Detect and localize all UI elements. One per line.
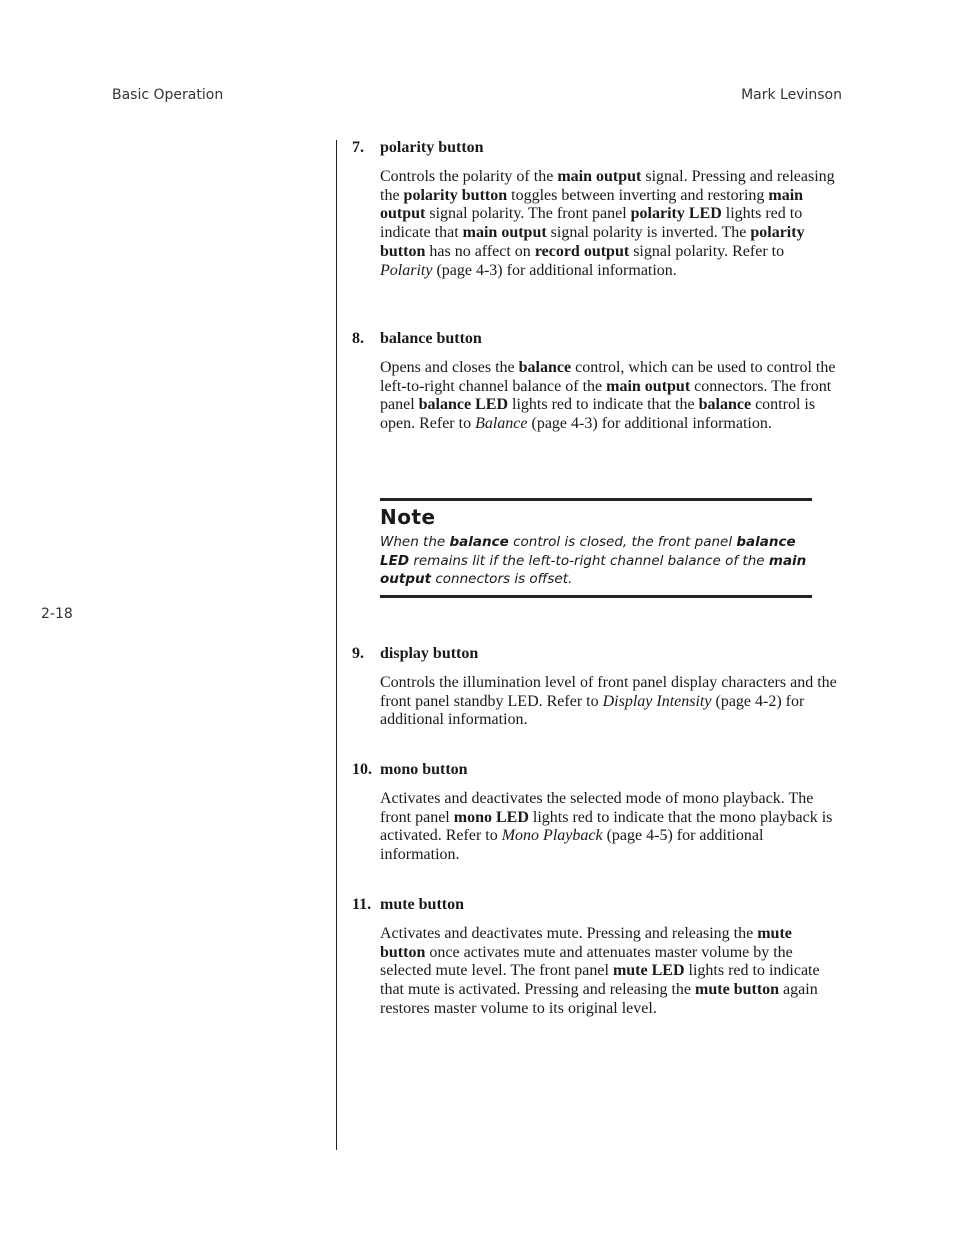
item-polarity-button [352, 138, 840, 280]
page-header-left: Basic Operation [112, 87, 224, 103]
text-run: again restores master volume to its original level. [380, 981, 818, 1017]
text-run: Activates and deactivates the selected mode of mono playback. The front panel [380, 790, 814, 826]
note-title: Note [380, 505, 436, 529]
item-display-button [352, 644, 840, 730]
item-body [380, 359, 840, 434]
text-run: signal polarity is inverted. The [546, 224, 751, 242]
text-run: connectors. The front panel [380, 377, 832, 414]
text-run: Opens and closes the [380, 359, 519, 376]
note-box [380, 498, 812, 598]
text-run: lights red to indicate that the [508, 396, 699, 414]
text-run: Controls the illumination level of front panel display characters and the front panel standby LED. Refer to [380, 674, 837, 710]
item-title-text: display button [380, 645, 479, 662]
bold-term: main output [380, 186, 804, 223]
bold-term: polarity button [380, 224, 805, 260]
cross-reference: Display Intensity [602, 692, 712, 710]
bold-term: balance LED [380, 534, 796, 569]
bold-term: polarity button [403, 186, 508, 204]
text-run: lights red to indicate that [380, 205, 803, 242]
bold-term: main output [462, 224, 547, 242]
item-balance-button [352, 329, 840, 434]
bold-term: balance [698, 396, 752, 414]
text-run: control is open. Refer to [380, 396, 816, 433]
cross-reference: Polarity [380, 261, 433, 279]
text-run: remains lit if the left-to-right channel balance of the [409, 552, 769, 569]
text-run: control is closed, the front panel [508, 534, 737, 550]
bold-term: balance [449, 534, 509, 550]
text-run: (page 4-5) for additional information. [380, 827, 764, 864]
item-title [352, 138, 840, 158]
item-title [352, 644, 840, 664]
bold-term: polarity LED [630, 205, 722, 223]
page-header-right: Mark Levinson [741, 87, 842, 103]
bold-term: main output [557, 168, 642, 185]
text-run: Controls the polarity of the [380, 168, 558, 185]
item-number: 11. [352, 896, 372, 913]
page-number: 2-18 [41, 606, 73, 622]
text-run: control, which can be used to control the left-to-right channel balance of the [380, 359, 836, 395]
cross-reference: Mono Playback [501, 827, 603, 845]
text-run: lights red to indicate that mute is activated. Pressing and releasing the [380, 962, 820, 999]
bold-term: balance [518, 359, 572, 376]
item-number: 10. [352, 761, 372, 778]
item-number: 7. [352, 139, 364, 156]
item-title-text: mono button [380, 761, 468, 778]
item-body [380, 790, 840, 865]
text-run: lights red to indicate that the mono playback is activated. Refer to [380, 808, 833, 845]
item-title [352, 895, 840, 915]
item-mute-button [352, 895, 840, 1019]
bold-term: main output [606, 377, 691, 395]
cross-reference: Balance [475, 415, 528, 433]
bold-term: mute LED [612, 962, 685, 980]
item-title-text: polarity button [380, 139, 484, 156]
item-number: 9. [352, 645, 364, 662]
bold-term: balance LED [418, 396, 508, 414]
item-mono-button [352, 760, 840, 865]
bold-term: mute button [695, 981, 780, 999]
bold-term: record output [534, 242, 630, 260]
column-rule [336, 140, 337, 1150]
bold-term: main output [380, 552, 807, 588]
text-run: (page 4-3) for additional information. [432, 261, 677, 279]
text-run: has no affect on [425, 242, 535, 260]
text-run: connectors is offset. [431, 571, 573, 588]
text-run: once activates mute and attenuates master volume by the selected mute level. The front panel [380, 943, 793, 980]
item-title [352, 329, 840, 349]
text-run: Activates and deactivates mute. Pressing and releasing the [380, 925, 758, 942]
text-run: (page 4-2) for additional information. [380, 692, 805, 729]
note-body [380, 533, 812, 589]
item-body [380, 925, 840, 1019]
item-body [380, 168, 840, 280]
text-run: signal. Pressing and releasing the [380, 168, 835, 204]
item-body [380, 674, 840, 730]
item-title-text: mute button [380, 896, 465, 913]
bold-term: mono LED [453, 808, 529, 826]
item-title-text: balance button [380, 330, 482, 347]
item-title [352, 760, 840, 780]
item-number: 8. [352, 330, 364, 347]
text-run: (page 4-3) for additional information. [527, 415, 772, 433]
bold-term: mute button [380, 925, 792, 961]
text-run: signal polarity. The front panel [425, 205, 631, 223]
text-run: When the [380, 534, 450, 550]
text-run: toggles between inverting and restoring [507, 186, 769, 204]
text-run: signal polarity. Refer to [629, 242, 785, 260]
